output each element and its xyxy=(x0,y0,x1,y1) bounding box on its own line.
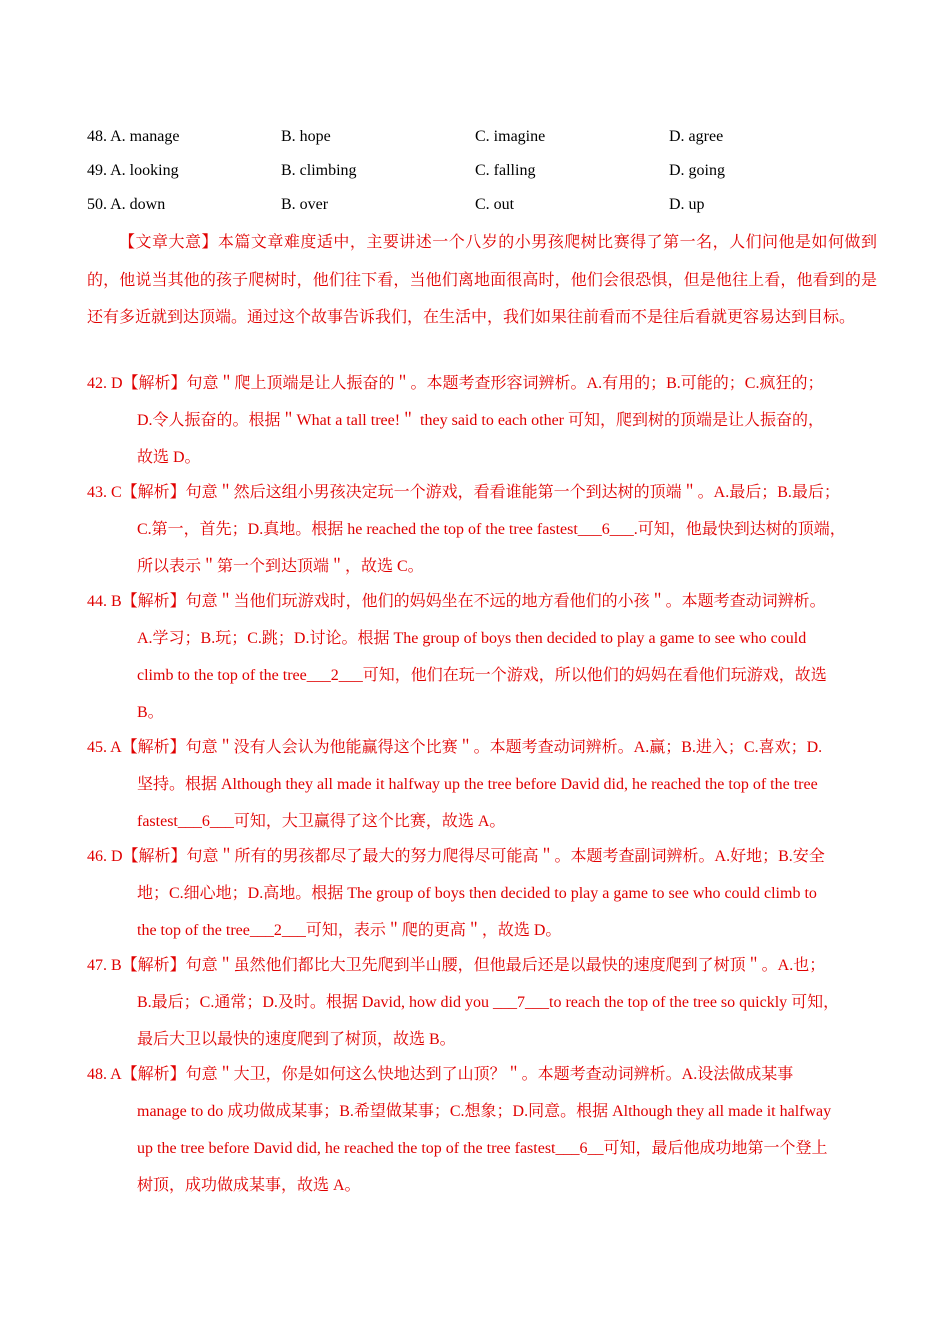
answer-line: 45. A【解析】句意＂没有人会认为他能赢得这个比赛＂。本题考查动词辨析。A.赢；B.进入；C.喜欢；D. xyxy=(87,739,823,756)
option-d: D. going xyxy=(669,162,725,179)
answer-line: C.第一，首先；D.真地。根据 he reached the top of the tree fastest___6___.可知，他最快到达树的顶端， xyxy=(137,521,846,538)
option-d: D. up xyxy=(669,196,705,213)
option-d: D. agree xyxy=(669,128,724,145)
answer-line: 44. B【解析】句意＂当他们玩游戏时，他们的妈妈坐在不远的地方看他们的小孩＂。本题考查动词辨析。 xyxy=(87,593,826,610)
article-summary: 【文章大意】本篇文章难度适中，主要讲述一个八岁的小男孩爬树比赛得了第一名，人们问他是如何做到的，他说当其他的孩子爬树时，他们往下看，当他们离地面很高时，他们会很恐惧，但是他往上看，他看到的是还有多近就到达顶端。通过这个故事告诉我们，在生活中，我们如果往前看而不是往后看就更容易达到目标。 xyxy=(87,234,877,326)
option-c: C. out xyxy=(475,196,515,213)
answer-line: 地；C.细心地；D.高地。根据 The group of boys then decided to play a game to see who could climb to xyxy=(137,885,817,902)
option-c: C. falling xyxy=(475,162,536,179)
answer-line: 48. A【解析】句意＂大卫，你是如何这么快地达到了山顶？＂。本题考查动词辨析。A.设法做成某事 xyxy=(87,1066,794,1083)
answer-47 xyxy=(87,951,877,1062)
answer-line: 46. D【解析】句意＂所有的男孩都尽了最大的努力爬得尽可能高＂。本题考查副词辨析。A.好地；B.安全 xyxy=(87,848,825,865)
answer-line: A.学习；B.玩；C.跳；D.讨论。根据 The group of boys then decided to play a game to see who could xyxy=(137,630,807,647)
answer-42 xyxy=(87,369,877,480)
answer-line: manage to do 成功做成某事；B.希望做某事；C.想象；D.同意。根据 Although they all made it halfway xyxy=(137,1103,832,1120)
answer-line: the top of the tree___2___可知，表示＂爬的更高＂，故选 D。 xyxy=(137,922,562,939)
answer-line: 坚持。根据 Although they all made it halfway up the tree before David did, he reached the top of the tree xyxy=(137,776,818,793)
answer-line: 最后大卫以最快的速度爬到了树顶，故选 B。 xyxy=(137,1031,456,1048)
answer-line: 47. B【解析】句意＂虽然他们都比大卫先爬到半山腰，但他最后还是以最快的速度爬到了树顶＂。A.也； xyxy=(87,957,826,974)
option-a: 49. A. looking xyxy=(87,162,179,179)
option-c: C. imagine xyxy=(475,128,546,145)
option-b: B. hope xyxy=(281,128,331,145)
answer-line: up the tree before David did, he reached the top of the tree fastest___6__可知，最后他成功地第一个登上 xyxy=(137,1140,828,1157)
answer-line: D.令人振奋的。根据＂What a tall tree!＂ they said to each other 可知，爬到树的顶端是让人振奋的， xyxy=(137,412,824,429)
answer-48 xyxy=(87,1060,877,1208)
answer-line: climb to the top of the tree___2___可知，他们在玩一个游戏，所以他们的妈妈在看他们玩游戏，故选 xyxy=(137,667,827,684)
answer-43 xyxy=(87,478,877,589)
option-b: B. climbing xyxy=(281,162,357,179)
answer-line: 42. D【解析】句意＂爬上顶端是让人振奋的＂。本题考查形容词辨析。A.有用的；B.可能的；C.疯狂的； xyxy=(87,375,824,392)
answer-45 xyxy=(87,733,877,844)
answer-line: 故选 D。 xyxy=(137,449,201,466)
answer-line: 43. C【解析】句意＂然后这组小男孩决定玩一个游戏，看看谁能第一个到达树的顶端＂。A.最后；B.最后； xyxy=(87,484,840,501)
options-row-50 xyxy=(87,193,887,217)
option-a: 50. A. down xyxy=(87,196,166,213)
answer-line: 树顶，成功做成某事，故选 A。 xyxy=(137,1177,361,1194)
options-row-49 xyxy=(87,159,887,183)
answer-line: B。 xyxy=(137,704,164,721)
answer-line: 所以表示＂第一个到达顶端＂，故选 C。 xyxy=(137,558,424,575)
options-row-48 xyxy=(87,125,887,149)
option-a: 48. A. manage xyxy=(87,128,180,145)
answer-46 xyxy=(87,842,877,953)
answer-44 xyxy=(87,587,877,735)
answer-line: B.最后；C.通常；D.及时。根据 David, how did you ___7___to reach the top of the tree so quickly 可知， xyxy=(137,994,840,1011)
answer-line: fastest___6___可知，大卫赢得了这个比赛，故选 A。 xyxy=(137,813,506,830)
option-b: B. over xyxy=(281,196,329,213)
